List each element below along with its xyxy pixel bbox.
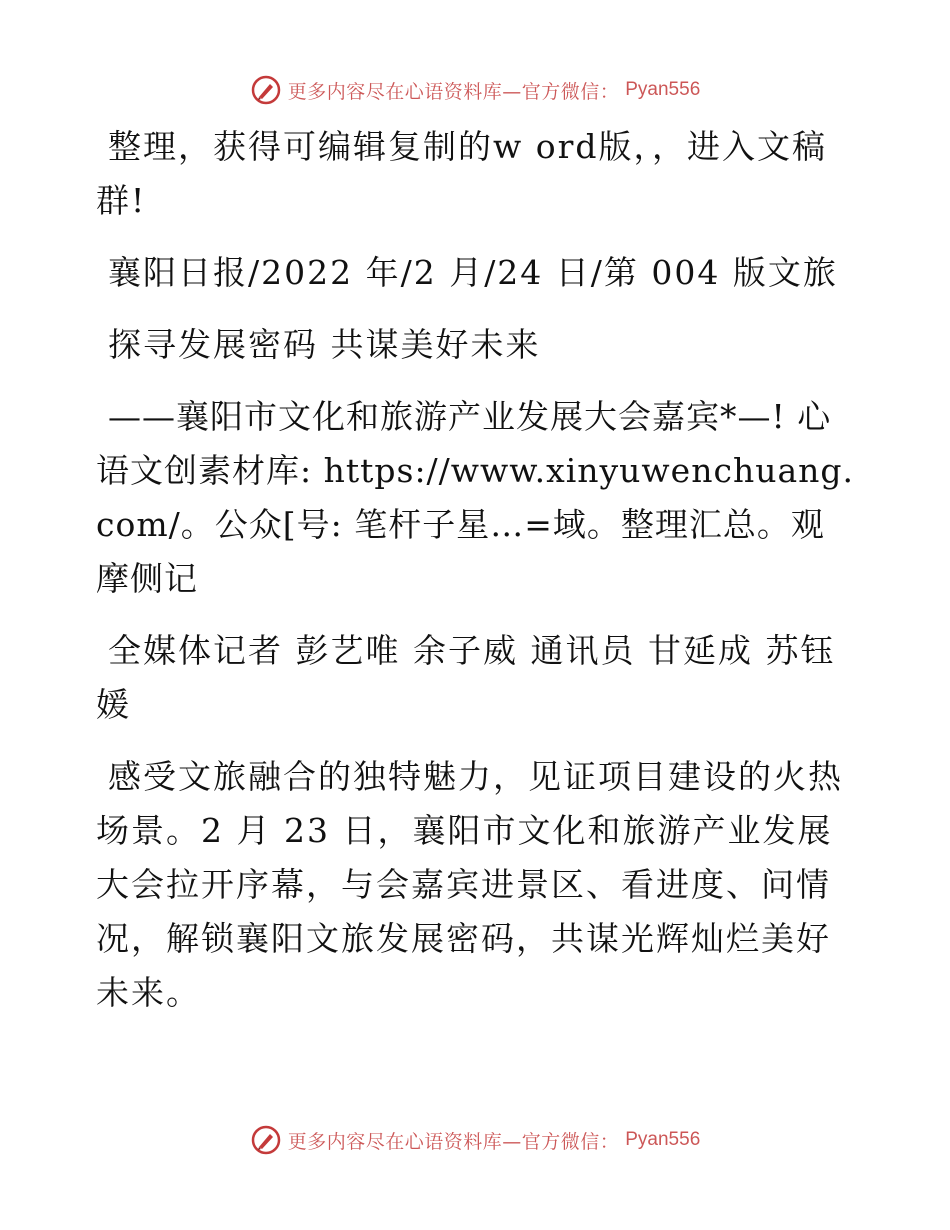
article-subtitle: ——襄阳市文化和旅游产业发展大会嘉宾*—! 心语文创素材库: https://www.xinyuwenchuang.com/。公众[号: 笔杆子星…=域。整理汇总。观摩侧记 xyxy=(96,397,854,598)
watermark-text: 更多内容尽在心语资料库—官方微信： xyxy=(287,80,620,103)
article-title: 探寻发展密码 共谋美好未来 xyxy=(108,325,541,364)
lead-paragraph: 感受文旅融合的独特魅力，见证项目建设的火热场景。2 月 23 日，襄阳市文化和旅游产业发展大会拉开序幕，与会嘉宾进景区、看进度、问情况，解锁襄阳文旅发展密码，共谋光辉灿烂美好未来。 xyxy=(96,757,843,1012)
byline: 全媒体记者 彭艺唯 余子威 通讯员 甘延成 苏钰媛 xyxy=(96,631,836,724)
pen-logo-icon xyxy=(250,1124,282,1156)
header-watermark xyxy=(0,70,950,110)
document-body xyxy=(96,120,856,1038)
watermark-wechat-id: Pyan556 xyxy=(625,1129,701,1150)
watermark-text: 更多内容尽在心语资料库—官方微信： xyxy=(287,1130,620,1153)
source-line: 襄阳日报/2022 年/2 月/24 日/第 004 版文旅 xyxy=(108,253,838,292)
footer-watermark xyxy=(0,1120,950,1160)
pen-logo-icon xyxy=(250,74,282,106)
intro-paragraph: 整理，获得可编辑复制的w ord版，，进入文稿群! xyxy=(96,127,828,220)
watermark-wechat-id: Pyan556 xyxy=(625,79,701,100)
